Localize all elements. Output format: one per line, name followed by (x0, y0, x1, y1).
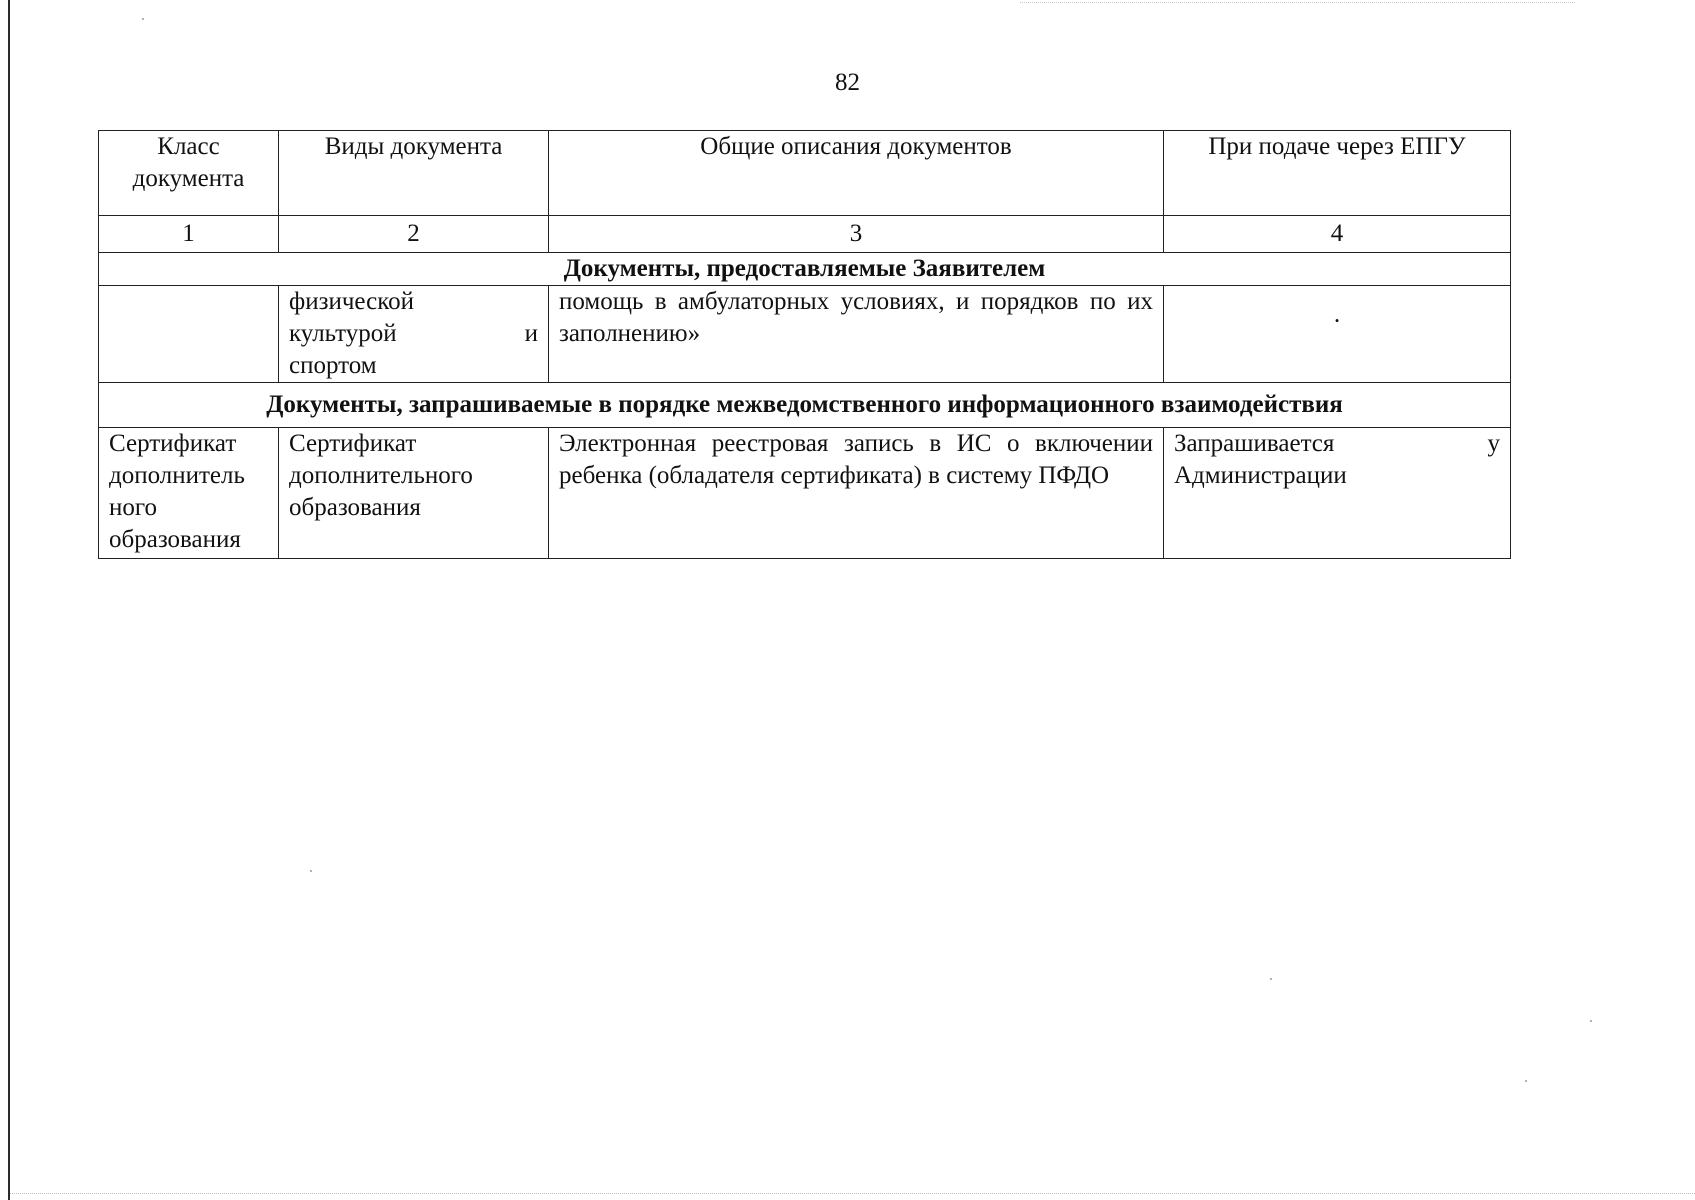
text-word: у (1487, 430, 1500, 457)
section-header-row (99, 253, 1511, 286)
column-number: 1 (99, 216, 279, 253)
cell-epgu (1164, 286, 1511, 383)
cell-document-type: Сертификат дополнительного образования (279, 428, 549, 559)
column-number: 3 (549, 216, 1164, 253)
text-line: Администрации (1174, 462, 1347, 489)
text-line: спортом (289, 352, 377, 379)
section-title-applicant: Документы, предоставляемые Заявителем (99, 253, 1511, 286)
table-row (99, 428, 1511, 559)
scan-speck (142, 18, 144, 20)
cell-document-description: помощь в амбулаторных условиях, и порядков по их заполнению» (549, 286, 1164, 383)
header-document-class: Класс документа (99, 131, 279, 216)
cell-document-class (99, 428, 279, 559)
section-header-row (99, 383, 1511, 428)
scan-speck (1590, 1020, 1592, 1022)
text-line: Сертификат (109, 430, 237, 457)
column-number: 4 (1164, 216, 1511, 253)
text-word: культурой (289, 320, 397, 347)
scan-speck (310, 870, 312, 872)
page-number: 82 (835, 69, 860, 96)
text-line (1174, 428, 1500, 460)
column-number-row (99, 216, 1511, 253)
scan-left-edge (8, 0, 10, 1200)
scan-speck (1270, 978, 1272, 980)
text-word: Запрашивается (1174, 430, 1335, 457)
text-line: дополнитель (109, 462, 245, 489)
scan-top-edge (1020, 2, 1575, 4)
section-title-interagency: Документы, запрашиваемые в порядке межведомственного информационного взаимодействия (99, 383, 1511, 428)
scan-speck (1525, 1080, 1527, 1082)
cell-document-type (279, 286, 549, 383)
header-document-types: Виды документа (279, 131, 549, 216)
cell-epgu (1164, 428, 1511, 559)
documents-table (98, 130, 1511, 559)
header-epgu-submission: При подаче через ЕПГУ (1164, 131, 1511, 216)
text-line: образования (109, 526, 241, 553)
text-word: и (524, 320, 538, 347)
cell-document-description: Электронная реестровая запись в ИС о включении ребенка (обладателя сертификата) в систему ПФДО (549, 428, 1164, 559)
text-line: физической (289, 288, 414, 315)
text-line: ного (109, 494, 158, 521)
column-number: 2 (279, 216, 549, 253)
scan-bottom-edge (10, 1193, 1695, 1195)
table-header-row (99, 131, 1511, 216)
table-row (99, 286, 1511, 383)
header-document-descriptions: Общие описания документов (549, 131, 1164, 216)
text-line (289, 318, 538, 350)
cell-document-class (99, 286, 279, 383)
dot-mark: · (1332, 308, 1342, 335)
